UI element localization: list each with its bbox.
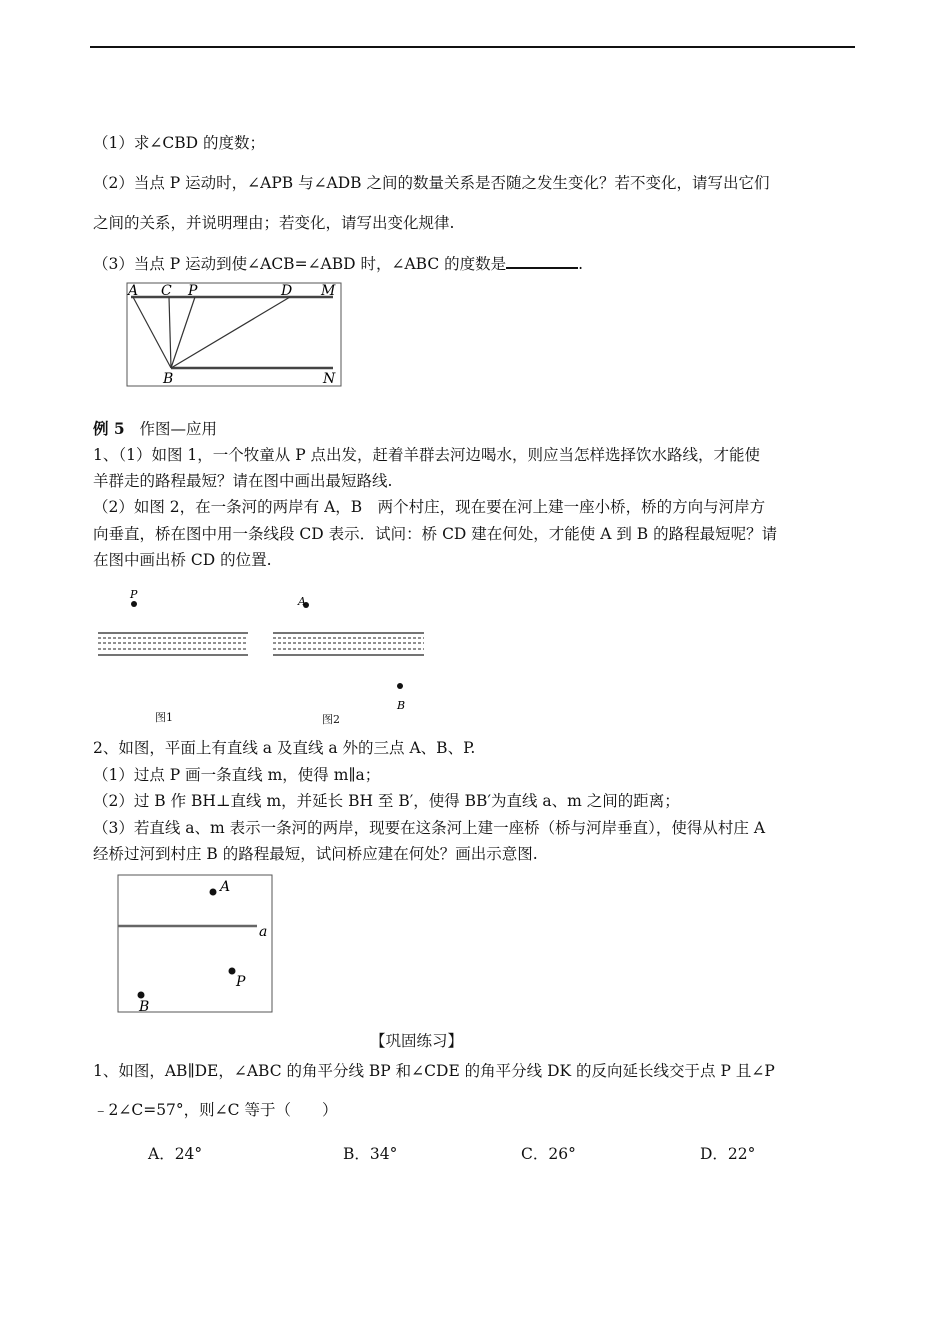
answer-blank	[506, 253, 578, 269]
fig2-label-P: P	[130, 588, 138, 601]
option-c: C．26°	[521, 1145, 576, 1163]
caption-figure-1: 图1	[155, 711, 173, 724]
practice-section-title: 【巩固练习】	[370, 1032, 464, 1050]
caption-figure-2: 图2	[322, 713, 340, 726]
ex5-q1-line1: 1、（1）如图 1，一个牧童从 P 点出发，赶着羊群去河边喝水，则应当怎样选择饮水路线，才能使	[93, 446, 761, 464]
figure-line-a-points	[117, 874, 275, 1016]
practice-q1-line2: ﹣2∠C=57°，则∠C 等于（ ）	[93, 1101, 338, 1119]
question-part-3	[93, 253, 583, 274]
fig1-label-M: M	[321, 283, 336, 299]
q2-line2: （1）过点 P 画一条直线 m，使得 m∥a；	[93, 766, 381, 784]
fig3-label-A: A	[220, 879, 231, 895]
fig1-label-N: N	[323, 371, 336, 387]
header-rule	[90, 46, 855, 48]
fig1-label-B: B	[163, 371, 174, 387]
question-part-1: （1）求∠CBD 的度数；	[93, 134, 265, 152]
question-part-3-end: .	[578, 255, 584, 273]
fig2-label-A: A	[298, 595, 306, 608]
practice-q1-line1: 1、如图，AB∥DE，∠ABC 的角平分线 BP 和∠CDE 的角平分线 DK 的反向延长线交于点 P 且∠P	[93, 1062, 775, 1080]
fig1-label-P: P	[188, 283, 198, 299]
figure-river-diagrams	[90, 585, 440, 730]
ex5-q1-line4: 向垂直，桥在图中用一条线段 CD 表示．试问：桥 CD 建在何处，才能使 A 到 B 的路程最短呢？请	[93, 525, 778, 543]
question-part-2-line1: （2）当点 P 运动时，∠APB 与∠ADB 之间的数量关系是否随之发生变化？若不变化，请写出它们	[93, 174, 770, 192]
q2-line3: （2）过 B 作 BH⊥直线 m，并延长 BH 至 B′，使得 BB′为直线 a、m 之间的距离；	[93, 792, 680, 810]
q2-line4: （3）若直线 a、m 表示一条河的两岸，现要在这条河上建一座桥（桥与河岸垂直），使得从村庄 A	[93, 819, 766, 837]
q2-line1: 2、如图，平面上有直线 a 及直线 a 外的三点 A、B、P.	[93, 739, 476, 757]
fig1-label-A: A	[128, 283, 139, 299]
fig1-label-D: D	[281, 283, 293, 299]
option-b: B．34°	[343, 1145, 398, 1163]
q2-line5: 经桥过河到村庄 B 的路程最短，试问桥应建在何处？画出示意图.	[93, 845, 538, 863]
question-part-2-line2: 之间的关系，并说明理由；若变化，请写出变化规律.	[93, 214, 455, 232]
ex5-q1-line2: 羊群走的路程最短？请在图中画出最短路线.	[93, 472, 393, 490]
option-d: D．22°	[700, 1145, 756, 1163]
fig3-label-B: B	[139, 999, 150, 1015]
option-a: A．24°	[148, 1145, 203, 1163]
ex5-q1-line3: （2）如图 2，在一条河的两岸有 A，B 两个村庄，现在要在河上建一座小桥，桥的方向与河岸方	[93, 498, 766, 516]
fig3-label-P: P	[236, 974, 246, 990]
ex5-q1-line5: 在图中画出桥 CD 的位置.	[93, 551, 272, 569]
example-5-label: 例 5	[93, 419, 125, 438]
fig2-label-B: B	[397, 699, 406, 712]
example-5-title: 作图—应用	[139, 420, 217, 438]
fig1-label-C: C	[161, 283, 172, 299]
example-5-heading	[93, 419, 217, 439]
figure-angle-diagram	[125, 281, 345, 389]
fig3-label-a: a	[259, 924, 268, 940]
question-part-3-text: （3）当点 P 运动到使∠ACB=∠ABD 时，∠ABC 的度数是	[93, 255, 507, 273]
